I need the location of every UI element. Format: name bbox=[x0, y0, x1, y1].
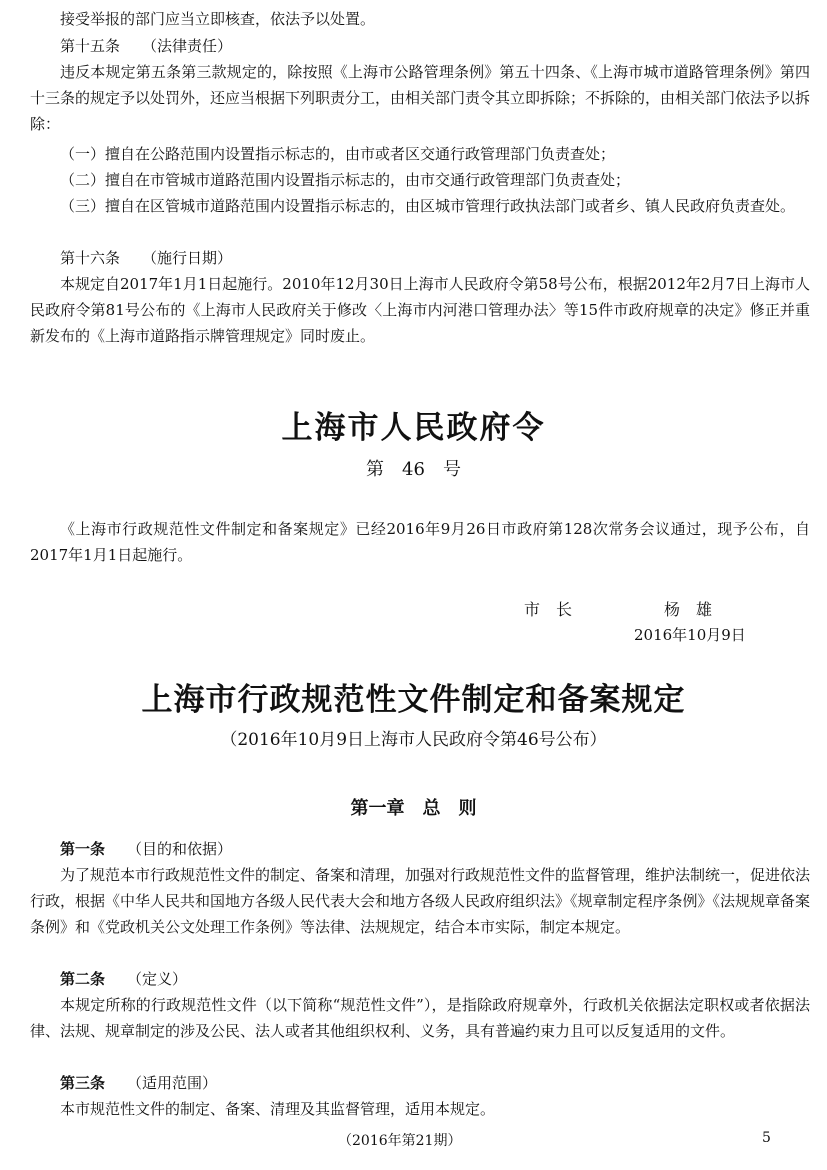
order-title: 上海市人民政府令 bbox=[281, 410, 546, 446]
mayor-name: 杨 雄 bbox=[664, 600, 713, 619]
article-15-heading bbox=[30, 33, 810, 59]
article-3-heading bbox=[30, 1070, 810, 1096]
article-1-title: （目的和依据） bbox=[127, 840, 233, 858]
article-16-number: 第十六条 bbox=[60, 249, 121, 267]
article-3-title: （适用范围） bbox=[127, 1074, 218, 1092]
article-1-heading bbox=[30, 836, 810, 862]
article-16-body: 本规定自2017年1月1日起施行。2010年12月30日上海市人民政府令第58号公布，根据2012年2月7日上海市人民政府令第81号公布的《上海市人民政府关于修改〈上海市内河港口管理办法〉等15件市政府规章的决定》修正并重新发布的《上海市道路指示牌管理规定》同时废止。 bbox=[30, 275, 810, 345]
article-1-number: 第一条 bbox=[60, 840, 106, 858]
article-15-item-1: （一）擅自在公路范围内设置指示标志的，由市或者区交通行政管理部门负责查处； bbox=[60, 145, 616, 163]
article-1-body: 为了规范本市行政规范性文件的制定、备案和清理，加强对行政规范性文件的监督管理，维护法制统一，促进依法行政，根据《中华人民共和国地方各级人民代表大会和地方各级人民政府组织法》《规章制定程序条例》《法规规章备案条例》和《党政机关公文处理工作条例》等法律、法规规定，结合本市实际，制定本规定。 bbox=[30, 866, 811, 936]
article-2-body: 本规定所称的行政规范性文件（以下简称“规范性文件”），是指除政府规章外，行政机关依据法定职权或者依据法律、法规、规章制定的涉及公民、法人或者其他组织权利、义务，具有普遍约束力且可以反复适用的文件。 bbox=[30, 996, 810, 1040]
article-16-heading bbox=[30, 245, 810, 271]
article-3-body: 本市规范性文件的制定、备案、清理及其监督管理，适用本规定。 bbox=[60, 1100, 496, 1118]
regulation-title: 上海市行政规范性文件制定和备案规定 bbox=[141, 682, 686, 718]
regulation-subtitle: （2016年10月9日上海市人民政府令第46号公布） bbox=[220, 730, 607, 750]
chapter-heading: 第一章 总 则 bbox=[350, 798, 477, 819]
article-15-title: （法律责任） bbox=[142, 37, 233, 55]
article-15-body: 违反本规定第五条第三款规定的，除按照《上海市公路管理条例》第五十四条、《上海市城市道路管理条例》第四十三条的规定予以处罚外，还应当根据下列职责分工，由相关部门责令其立即拆除；不拆除的，由相关部门依法予以拆除： bbox=[30, 63, 811, 133]
issue-label: （2016年第21期） bbox=[338, 1133, 462, 1149]
paragraph-report-handling: 接受举报的部门应当立即核查，依法予以处置。 bbox=[60, 10, 376, 28]
page-number: 5 bbox=[762, 1130, 771, 1146]
article-2-title: （定义） bbox=[127, 970, 188, 988]
article-15-item-2: （二）擅自在市管城市道路范围内设置指示标志的，由市交通行政管理部门负责查处； bbox=[60, 171, 631, 189]
article-2-heading bbox=[30, 966, 810, 992]
article-2-number: 第二条 bbox=[60, 970, 106, 988]
order-number: 第 46 号 bbox=[366, 459, 461, 480]
article-15-number: 第十五条 bbox=[60, 37, 121, 55]
article-15-item-3: （三）擅自在区管城市道路范围内设置指示标志的，由区城市管理行政执法部门或者乡、镇人民政府负责查处。 bbox=[60, 197, 796, 215]
order-date: 2016年10月9日 bbox=[634, 626, 746, 644]
order-body: 《上海市行政规范性文件制定和备案规定》已经2016年9月26日市政府第128次常务会议通过，现予公布，自2017年1月1日起施行。 bbox=[30, 520, 810, 564]
article-3-number: 第三条 bbox=[60, 1074, 106, 1092]
mayor-label: 市 长 bbox=[524, 600, 573, 619]
article-16-title: （施行日期） bbox=[142, 249, 233, 267]
